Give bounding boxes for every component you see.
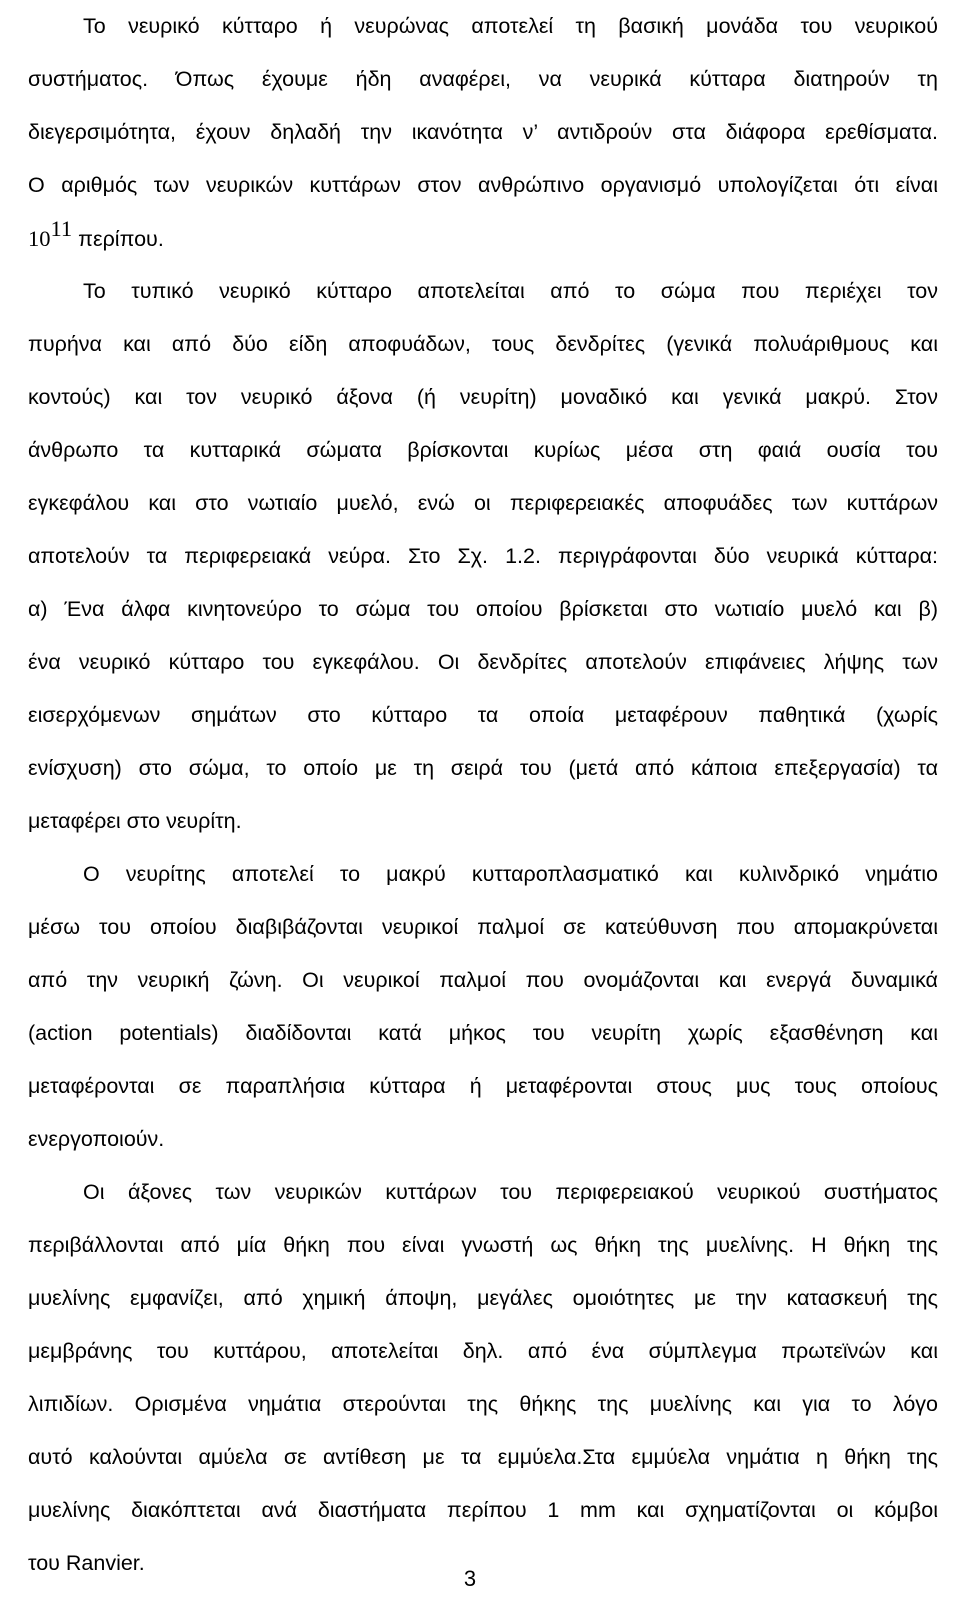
text-line: ενεργοποιούν.	[28, 1127, 165, 1151]
text-line: Ο αριθμός των νευρικών κυττάρων στον ανθρώπινο οργανισμό υπολογίζεται ότι είναι	[28, 173, 938, 197]
text-line: (action potentials) διαδίδονται κατά μήκος του νευρίτη χωρίς εξασθένηση και	[28, 1021, 938, 1045]
text-line: διεγερσιμότητα, έχουν δηλαδή την ικανότητα ν’ αντιδρούν στα διάφορα ερεθίσματα.	[28, 120, 938, 144]
text-line: α) Ένα άλφα κινητονεύρο το σώμα του οποίου βρίσκεται στο νωτιαίο μυελό και β)	[28, 597, 938, 621]
text-fragment: περίπου.	[72, 227, 164, 251]
text-line: του Ranvier.	[28, 1551, 145, 1575]
text-line: αποτελούν τα περιφερειακά νεύρα. Στο Σχ. 1.2. περιγράφονται δύο νευρικά κύτταρα:	[28, 544, 938, 568]
text-line	[28, 212, 938, 265]
power-base: 10	[28, 226, 51, 251]
text-line: από την νευρική ζώνη. Οι νευρικοί παλμοί που ονομάζονται και ενεργά δυναμικά	[28, 968, 938, 992]
page-number: 3	[463, 1566, 477, 1591]
text-line: περιβάλλονται από μία θήκη που είναι γνωστή ως θήκη της μυελίνης. Η θήκη της	[28, 1233, 938, 1257]
text-line: μυελίνης διακόπτεται ανά διαστήματα περίπου 1 mm και σχηματίζονται οι κόμβοι	[28, 1498, 938, 1522]
text-line: Οι άξονες των νευρικών κυττάρων του περιφερειακού νευρικού συστήματος	[83, 1180, 938, 1204]
text-line: πυρήνα και από δύο είδη αποφυάδων, τους δενδρίτες (γενικά πολυάριθμους και	[28, 332, 938, 356]
paragraph-3	[28, 848, 938, 1166]
text-line: μεταφέρει στο νευρίτη.	[28, 809, 242, 833]
text-line: Το νευρικό κύτταρο ή νευρώνας αποτελεί τη βασική μονάδα του νευρικού	[83, 14, 938, 38]
text-line: εγκεφάλου και στο νωτιαίο μυελό, ενώ οι περιφερειακές αποφυάδες των κυττάρων	[28, 491, 938, 515]
text-line: μεταφέρονται σε παραπλήσια κύτταρα ή μεταφέρονται στους μυς τους οποίους	[28, 1074, 938, 1098]
text-line: Το τυπικό νευρικό κύτταρο αποτελείται από το σώμα που περιέχει τον	[83, 279, 938, 303]
text-line: ενίσχυση) στο σώμα, το οποίο με τη σειρά του (μετά από κάποια επεξεργασία) τα	[28, 756, 938, 780]
text-line: αυτό καλούνται αμύελα σε αντίθεση με τα εμμύελα.Στα εμμύελα νημάτια η θήκη της	[28, 1445, 938, 1469]
text-line: λιπιδίων. Ορισμένα νημάτια στερούνται της θήκης της μυελίνης και για το λόγο	[28, 1392, 938, 1416]
document-page	[28, 0, 938, 1590]
text-line: κοντούς) και τον νευρικό άξονα (ή νευρίτη) μοναδικό και γενικά μακρύ. Στον	[28, 385, 938, 409]
paragraph-1	[28, 0, 938, 265]
text-line: μυελίνης εμφανίζει, από χημική άποψη, μεγάλες ομοιότητες με την κατασκευή της	[28, 1286, 938, 1310]
paragraph-4	[28, 1166, 938, 1590]
power-exponent: 11	[50, 216, 73, 241]
text-line: μεμβράνης του κυττάρου, αποτελείται δηλ. από ένα σύμπλεγμα πρωτεϊνών και	[28, 1339, 938, 1363]
text-line: Ο νευρίτης αποτελεί το μακρύ κυτταροπλασματικό και κυλινδρικό νημάτιο	[83, 862, 938, 886]
text-line: άνθρωπο τα κυτταρικά σώματα βρίσκονται κυρίως μέσα στη φαιά ουσία του	[28, 438, 938, 462]
text-line: μέσω του οποίου διαβιβάζονται νευρικοί παλμοί σε κατεύθυνση που απομακρύνεται	[28, 915, 938, 939]
text-line: εισερχόμενων σημάτων στο κύτταρο τα οποία μεταφέρουν παθητικά (χωρίς	[28, 703, 938, 727]
paragraph-2	[28, 265, 938, 848]
text-line: συστήματος. Όπως έχουμε ήδη αναφέρει, να νευρικά κύτταρα διατηρούν τη	[28, 67, 938, 91]
text-line: ένα νευρικό κύτταρο του εγκεφάλου. Οι δενδρίτες αποτελούν επιφάνειες λήψης των	[28, 650, 938, 674]
